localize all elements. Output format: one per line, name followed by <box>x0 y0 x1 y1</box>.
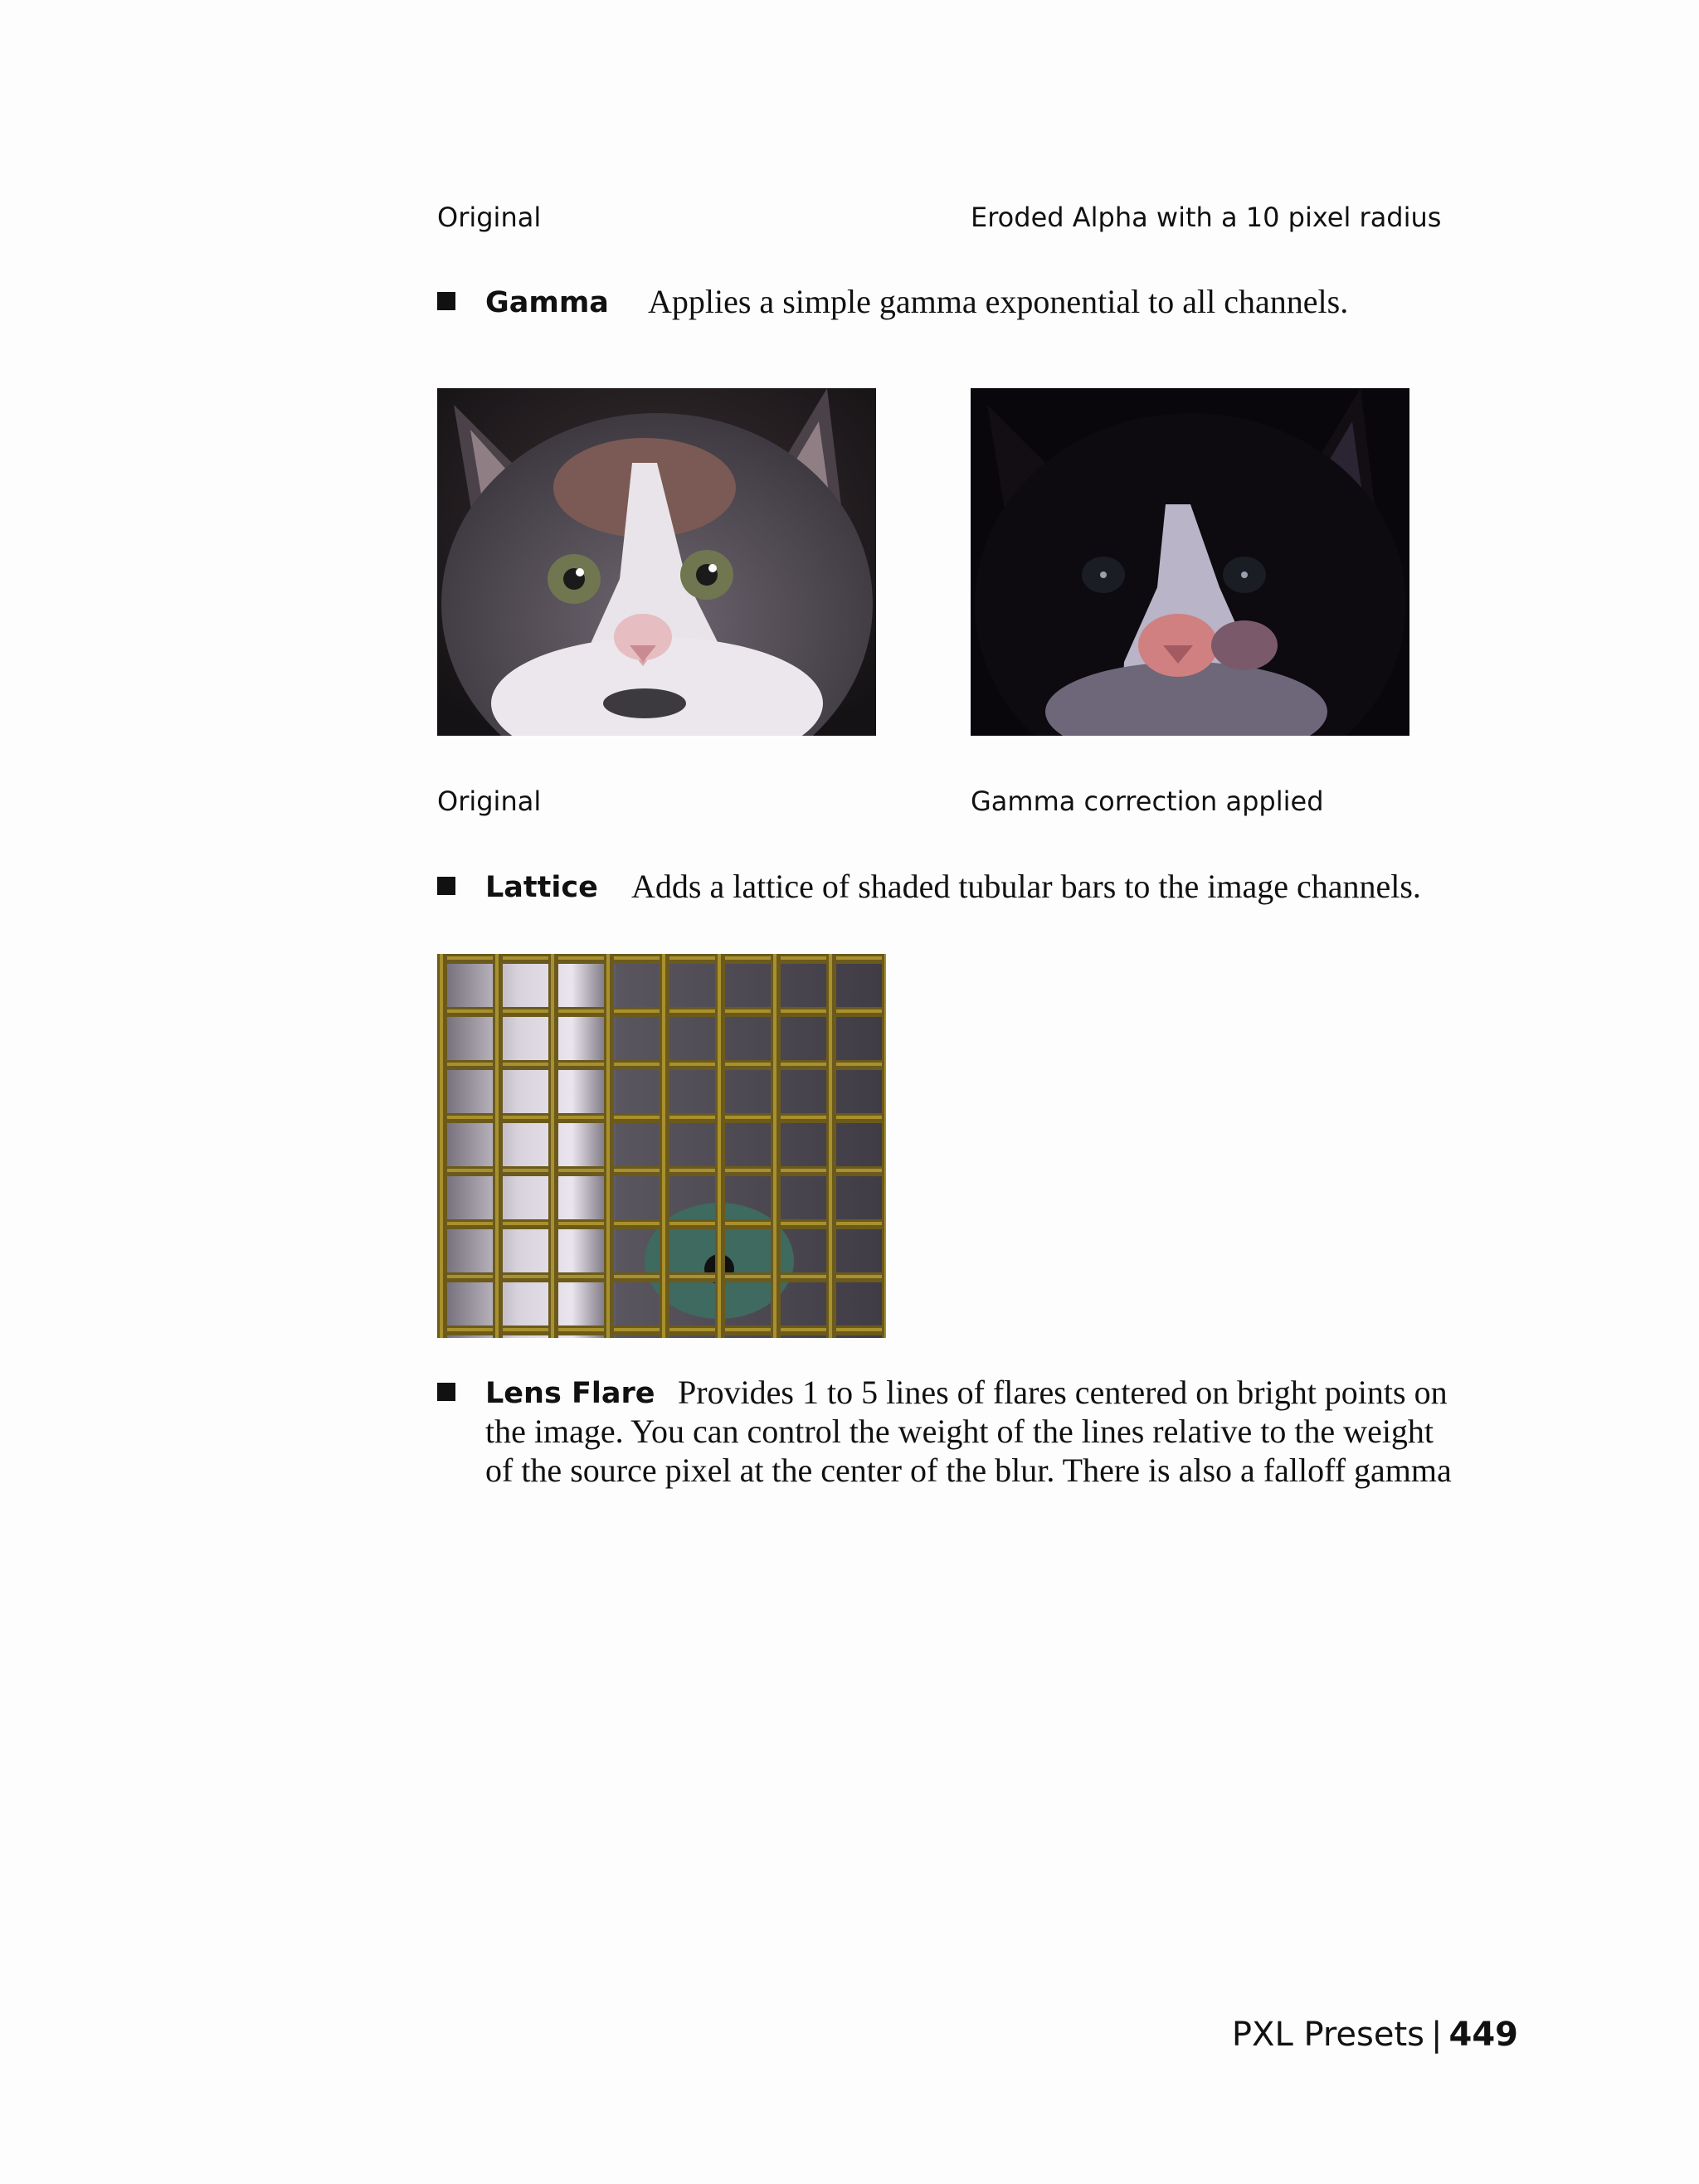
caption-gamma-applied: Gamma correction applied <box>971 786 1324 817</box>
lattice-description: Adds a lattice of shaded tubular bars to the image channels. <box>631 868 1421 905</box>
bullet-square-icon <box>437 1383 455 1401</box>
lattice-image <box>437 954 886 1338</box>
cat-gamma-image <box>971 388 1409 736</box>
bullet-square-icon <box>437 292 455 310</box>
caption-eroded-alpha: Eroded Alpha with a 10 pixel radius <box>971 202 1442 233</box>
lens-flare-line2: the image. You can control the weight of the lines relative to the weight <box>485 1413 1434 1450</box>
caption-original-gamma: Original <box>437 786 542 817</box>
page-footer <box>1232 2016 1518 2054</box>
cat-original-image <box>437 388 876 736</box>
lens-flare-line1: Provides 1 to 5 lines of flares centered on bright points on <box>678 1374 1448 1411</box>
lattice-term: Lattice <box>485 871 598 904</box>
gamma-item <box>437 282 1516 323</box>
lattice-item <box>437 867 1557 908</box>
lens-flare-term: Lens Flare <box>485 1377 655 1410</box>
gamma-term: Gamma <box>485 286 609 319</box>
bullet-square-icon <box>437 877 455 895</box>
lens-flare-item <box>437 1373 1557 1414</box>
footer-section: PXL Presets <box>1231 2016 1425 2054</box>
footer-separator: | <box>1431 2016 1443 2054</box>
gamma-description: Applies a simple gamma exponential to all channels. <box>648 283 1349 320</box>
lens-flare-line3: of the source pixel at the center of the blur. There is also a falloff gamma <box>485 1452 1452 1489</box>
page-number: 449 <box>1448 2016 1518 2054</box>
caption-original-top: Original <box>437 202 542 233</box>
